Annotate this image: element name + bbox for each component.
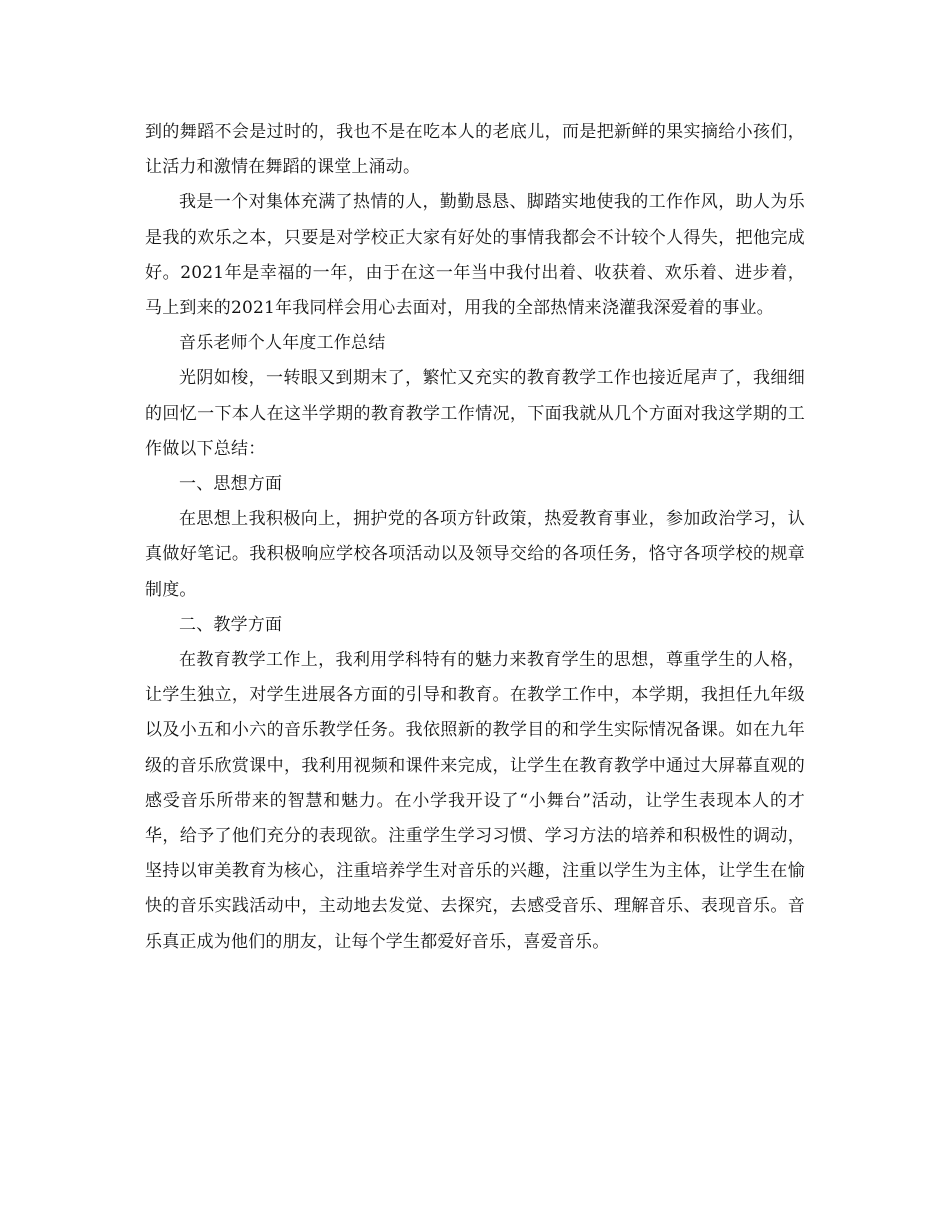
section-heading: 二、教学方面 xyxy=(179,614,283,635)
paragraph-body: 在思想上我积极向上，拥护党的各项方针政策，热爱教育事业，参加政治学习，认真做好笔记。我积极响应学校各项活动以及领导交给的各项任务，恪守各项学校的规章制度。 xyxy=(145,509,805,600)
paragraph-continuation: 到的舞蹈不会是过时的，我也不是在吃本人的老底儿，而是把新鲜的果实摘给小孩们，让活力和激情在舞蹈的课堂上涌动。 xyxy=(145,122,805,178)
section-title: 音乐老师个人年度工作总结 xyxy=(179,333,386,354)
section-heading: 一、思想方面 xyxy=(179,474,283,495)
paragraph-body: 光阴如梭，一转眼又到期末了，繁忙又充实的教育教学工作也接近尾声了，我细细的回忆一下本人在这半学期的教育教学工作情况，下面我就从几个方面对我这学期的工作做以下总结： xyxy=(145,368,805,459)
paragraph-body: 我是一个对集体充满了热情的人，勤勤恳恳、脚踏实地使我的工作作风，助人为乐是我的欢乐之本，只要是对学校正大家有好处的事情我都会不计较个人得失，把他完成好。2021年是幸福的一年，由于在这一年当中我付出着、收获着、欢乐着、进步着，马上到来的2021年我同样会用心去面对，用我的全部热情来浇灌我深爱着的事业。 xyxy=(145,192,805,319)
document-body xyxy=(145,115,805,960)
paragraph-body: 在教育教学工作上，我利用学科特有的魅力来教育学生的思想，尊重学生的人格，让学生独立，对学生进展各方面的引导和教育。在教学工作中，本学期，我担任九年级以及小五和小六的音乐教学任务。我依照新的教学目的和学生实际情况备课。如在九年级的音乐欣赏课中，我利用视频和课件来完成，让学生在教育教学中通过大屏幕直观的感受音乐所带来的智慧和魅力。在小学我开设了“小舞台”活动，让学生表现本人的才华，给予了他们充分的表现欲。注重学生学习习惯、学习方法的培养和积极性的调动，坚持以审美教育为核心，注重培养学生对音乐的兴趣，注重以学生为主体，让学生在愉快的音乐实践活动中，主动地去发觉、去探究，去感受音乐、理解音乐、表现音乐。音乐真正成为他们的朋友，让每个学生都爱好音乐，喜爱音乐。 xyxy=(145,650,805,952)
